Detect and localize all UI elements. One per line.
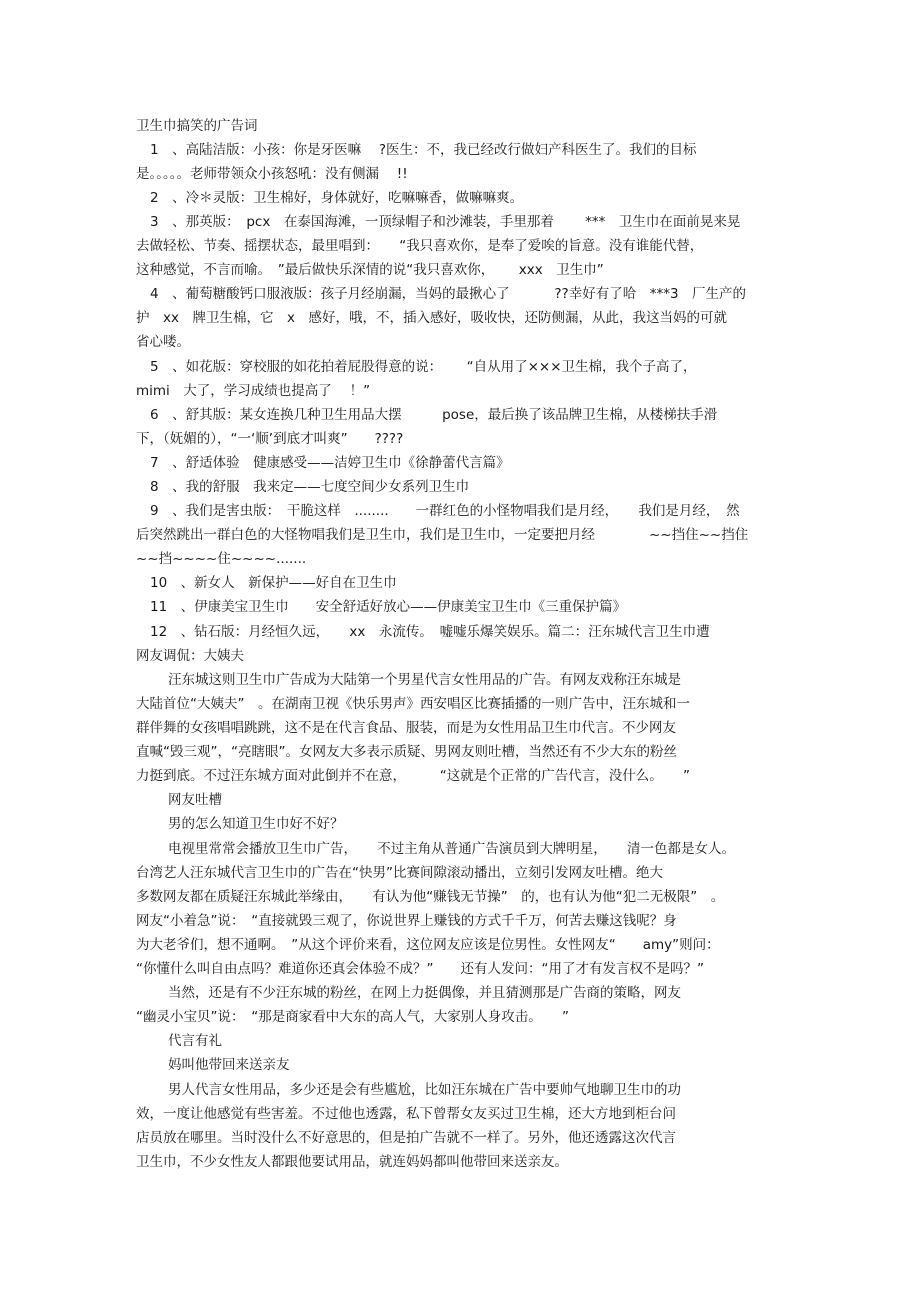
text-line: 11 、伊康美宝卫生巾 安全舒适好放心——伊康美宝卫生巾《三重保护篇》 — [150, 599, 627, 615]
text-line: 7 、舒适体验 健康感受——洁婷卫生巾《徐静蕾代言篇》 — [150, 455, 510, 471]
text-line: 8 、我的舒服 我来定——七度空间少女系列卫生巾 — [150, 479, 470, 495]
text-line: mimi 大了，学习成绩也提高了 ！” — [136, 383, 371, 399]
text-line: “你懂什么叫自由点吗？难道你还真会体验不成？” 还有人发问：“用了才有发言权不是吗？” — [136, 961, 704, 977]
text-line: 下，（妩媚的），“一‘顺’到底才叫爽” ???? — [136, 431, 404, 447]
text-line: 群伴舞的女孩唱唱跳跳，这不是在代言食品、服装，而是为女性用品卫生巾代言。不少网友 — [136, 720, 676, 736]
text-line: 卫生巾，不少女性友人都跟他要试用品，就连妈妈都叫他带回来送亲友。 — [136, 1154, 568, 1170]
text-line: 后突然跳出一群白色的大怪物唱我们是卫生巾，我们是卫生巾，一定要把月经 ~~挡住~~挡住 — [136, 527, 749, 543]
text-line: 男的怎么知道卫生巾好不好？ — [168, 816, 344, 832]
text-line: 大陆首位“大姨夫” 。在湖南卫视《快乐男声》西安唱区比赛插播的一则广告中，汪东城和一 — [136, 696, 690, 712]
text-line: 是。。。。。老师带领众小孩怒吼：没有侧漏 !! — [136, 166, 408, 182]
text-line: 台湾艺人汪东城代言卫生巾的广告在“快男”比赛间隙滚动播出，立刻引发网友吐槽。绝大 — [136, 865, 663, 881]
section-subheading: 妈叫他带回来送亲友 — [168, 1057, 290, 1073]
text-line: 12 、钻石版：月经恒久远， xx 永流传。 嘘嘘乐爆笑娱乐。篇二：汪东城代言卫生巾遭 — [150, 624, 710, 640]
text-line: 1 、高陆洁版：小孩：你是牙医嘛 ?医生：不，我已经改行做妇产科医生了。我们的目标 — [150, 142, 697, 158]
text-line: 男人代言女性用品，多少还是会有些尴尬，比如汪东城在广告中要帅气地聊卫生巾的功 — [168, 1082, 681, 1098]
text-line: 4 、葡萄糖酸钙口服液版：孩子月经崩漏，当妈的最揪心了 ??幸好有了哈 ***3 厂生产的 — [150, 286, 747, 302]
text-line: 去做轻松、节奏、摇摆状态，最里唱到： “我只喜欢你，是奉了爱唉的旨意。没有谁能代替， — [136, 238, 704, 254]
text-line: 为大老爷们，想不通啊。 ”从这个评价来看，这位网友应该是位男性。女性网友“ amy”则问： — [136, 937, 720, 953]
text-line: 5 、如花版：穿校服的如花拍着屁股得意的说： “自从用了×××卫生棉，我个子高了， — [150, 359, 697, 375]
text-line: 多数网友都在质疑汪东城此举缘由， 有认为他“赚钱无节操” 的，也有认为他“犯二无极限” 。 — [136, 889, 725, 905]
document-title: 卫生巾搞笑的广告词 — [136, 118, 258, 134]
text-line: 6 、舒其版：某女连换几种卫生用品大摆 pose，最后换了该品牌卫生棉，从楼梯扶手滑 — [150, 407, 718, 423]
text-line: 电视里常常会播放卫生巾广告， 不过主角从普通广告演员到大牌明星， 清一色都是女人。 — [168, 841, 735, 857]
section-heading: 网友吐槽 — [168, 792, 222, 808]
text-line: 10 、新女人 新保护——好自在卫生巾 — [150, 575, 397, 591]
text-line: 省心喽。 — [136, 334, 190, 350]
text-line: 这种感觉，不言而喻。 ”最后做快乐深情的说“我只喜欢你， xxx 卫生巾” — [136, 262, 604, 278]
text-line: 3 、那英版： pcx 在泰国海滩，一顶绿帽子和沙滩装，手里那着 *** 卫生巾在面前晃来晃 — [150, 214, 741, 230]
text-line: 当然，还是有不少汪东城的粉丝，在网上力挺偶像，并且猜测那是广告商的策略，网友 — [168, 985, 681, 1001]
text-line: 9 、我们是害虫版： 干脆这样 ........ 一群红色的小怪物唱我们是月经， 我们是月经， 然 — [150, 503, 740, 519]
text-line: “幽灵小宝贝”说： “那是商家看中大东的高人气，大家别人身攻击。 ” — [136, 1009, 569, 1025]
text-line: 店员放在哪里。当时没什么不好意思的，但是拍广告就不一样了。另外，他还透露这次代言 — [136, 1130, 676, 1146]
text-line: ~~挡~~~~住~~~~....... — [136, 551, 307, 567]
text-line: 2 、冷＊灵版：卫生棉好，身体就好，吃嘛嘛香，做嘛嘛爽。 — [150, 190, 524, 206]
text-line: 效，一度让他感觉有些害羞。不过他也透露，私下曾帮女友买过卫生棉，还大方地到柜台问 — [136, 1106, 676, 1122]
text-line: 网友“小着急”说： “直接就毁三观了，你说世界上赚钱的方式千千万，何苦去赚这钱呢？身 — [136, 913, 677, 929]
text-line: 汪东城这则卫生巾广告成为大陆第一个男星代言女性用品的广告。有网友戏称汪东城是 — [168, 672, 681, 688]
text-line: 力挺到底。不过汪东城方面对此倒并不在意， “这就是个正常的广告代言，没什么。 ” — [136, 768, 690, 784]
section-heading: 代言有礼 — [168, 1033, 222, 1049]
text-line: 护 xx 牌卫生棉，它 x 感好，哦，不，插入感好，吸收快，还防侧漏，从此，我这当妈的可就 — [136, 310, 727, 326]
text-line: 直喊“毁三观”，“亮瞎眼”。女网友大多表示质疑、男网友则吐槽，当然还有不少大东的粉丝 — [136, 744, 677, 760]
text-line: 网友调侃：大姨夫 — [136, 648, 244, 664]
